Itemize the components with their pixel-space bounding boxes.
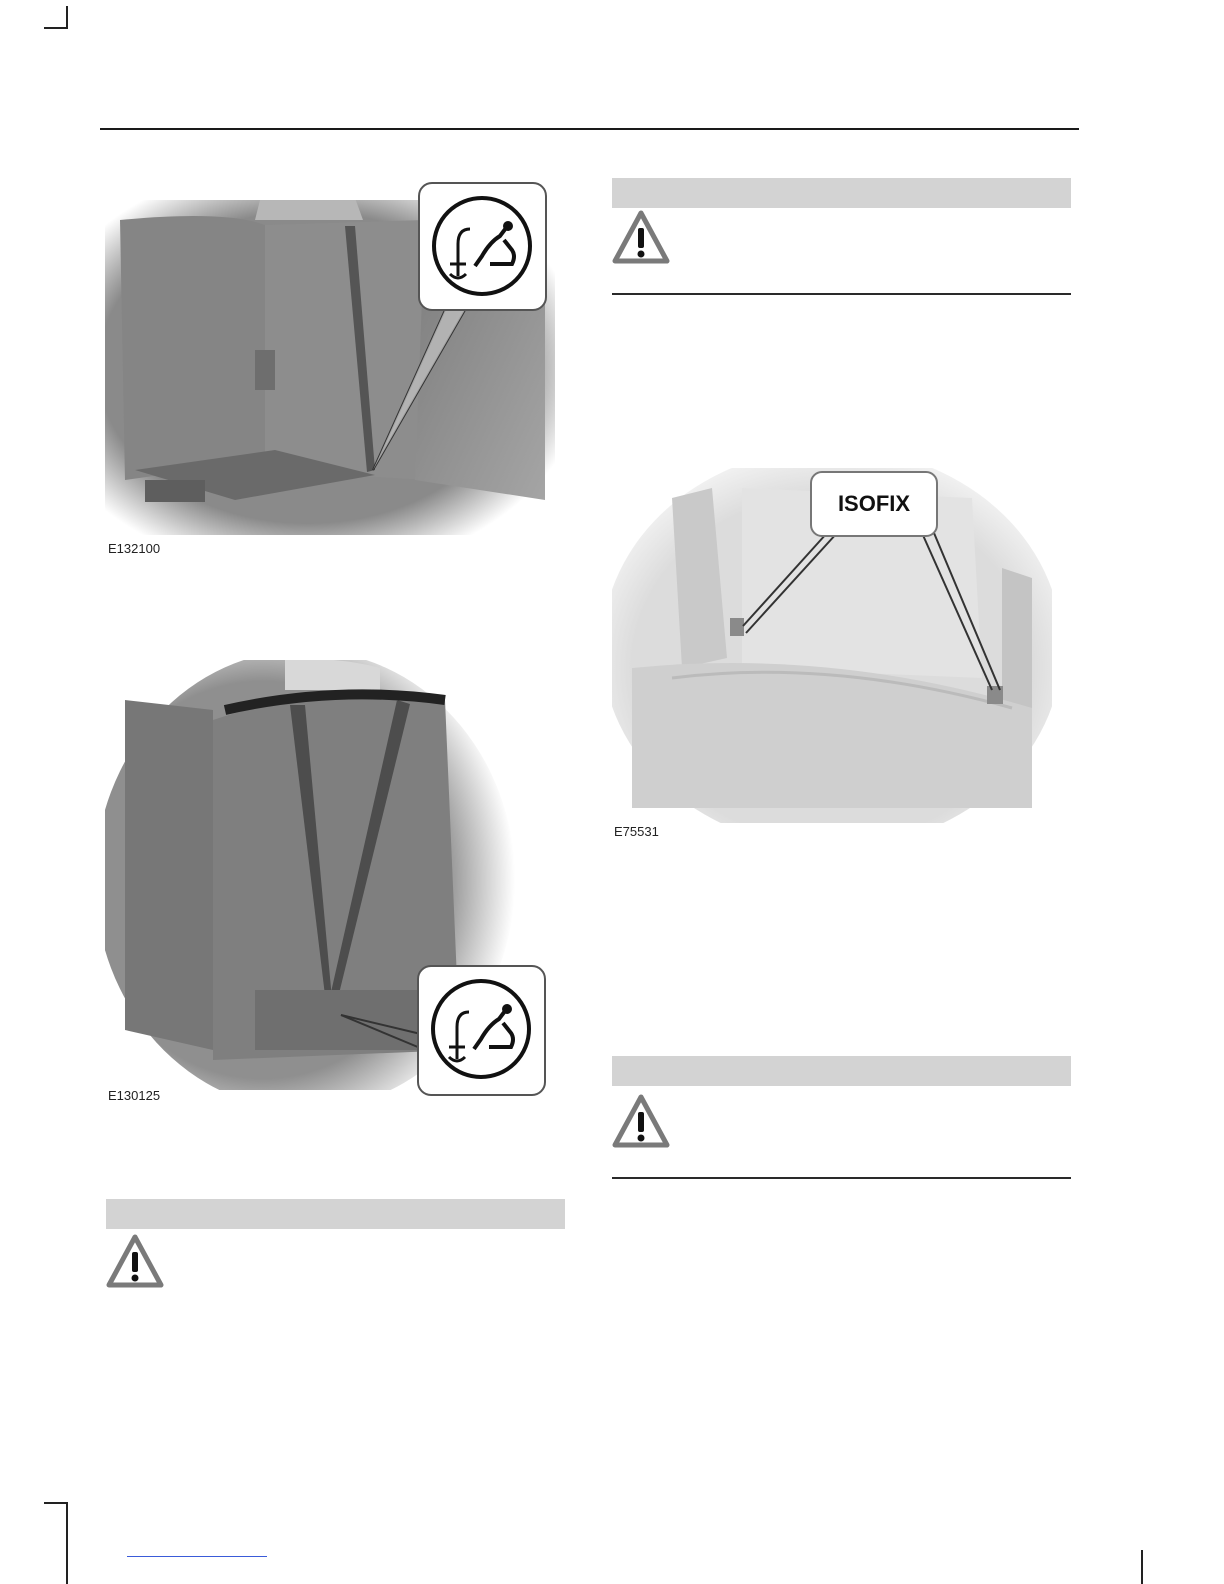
- child-seat-anchor-callout-2: [417, 965, 546, 1096]
- warning-rule-1: [612, 293, 1071, 295]
- header-rule: [100, 128, 1079, 130]
- crop-mark-top-horizontal: [44, 27, 68, 29]
- isofix-callout: [810, 471, 938, 537]
- figure-seat-back-tether: [105, 660, 555, 1090]
- figure-label-1: E132100: [108, 541, 161, 556]
- warning-header-bar-2: [612, 1056, 1071, 1086]
- child-seat-anchor-callout: [418, 182, 547, 311]
- crop-mark-top-vertical: [66, 6, 68, 28]
- warning-triangle-icon: [612, 1094, 670, 1153]
- footer-link-underline[interactable]: [127, 1556, 267, 1557]
- warning-header-bar-1: [612, 178, 1071, 208]
- warning-triangle-icon: [106, 1234, 164, 1293]
- figure-rear-seat-tether: [105, 180, 555, 535]
- figure-label-3: E75531: [614, 824, 659, 839]
- figure-label-2: E130125: [108, 1088, 161, 1103]
- crop-mark-bottom-horizontal: [44, 1502, 68, 1504]
- isofix-callout-label: ISOFIX: [837, 491, 911, 516]
- child-seat-anchor-icon: [420, 184, 545, 309]
- child-seat-anchor-icon: [419, 967, 544, 1092]
- crop-mark-bottom-vertical: [66, 1502, 68, 1584]
- crop-mark-bottom-right: [1141, 1550, 1143, 1584]
- warning-triangle-icon: [612, 210, 670, 269]
- warning-rule-2: [612, 1177, 1071, 1179]
- figure-isofix-anchors: [612, 468, 1052, 823]
- warning-header-bar-3: [106, 1199, 565, 1229]
